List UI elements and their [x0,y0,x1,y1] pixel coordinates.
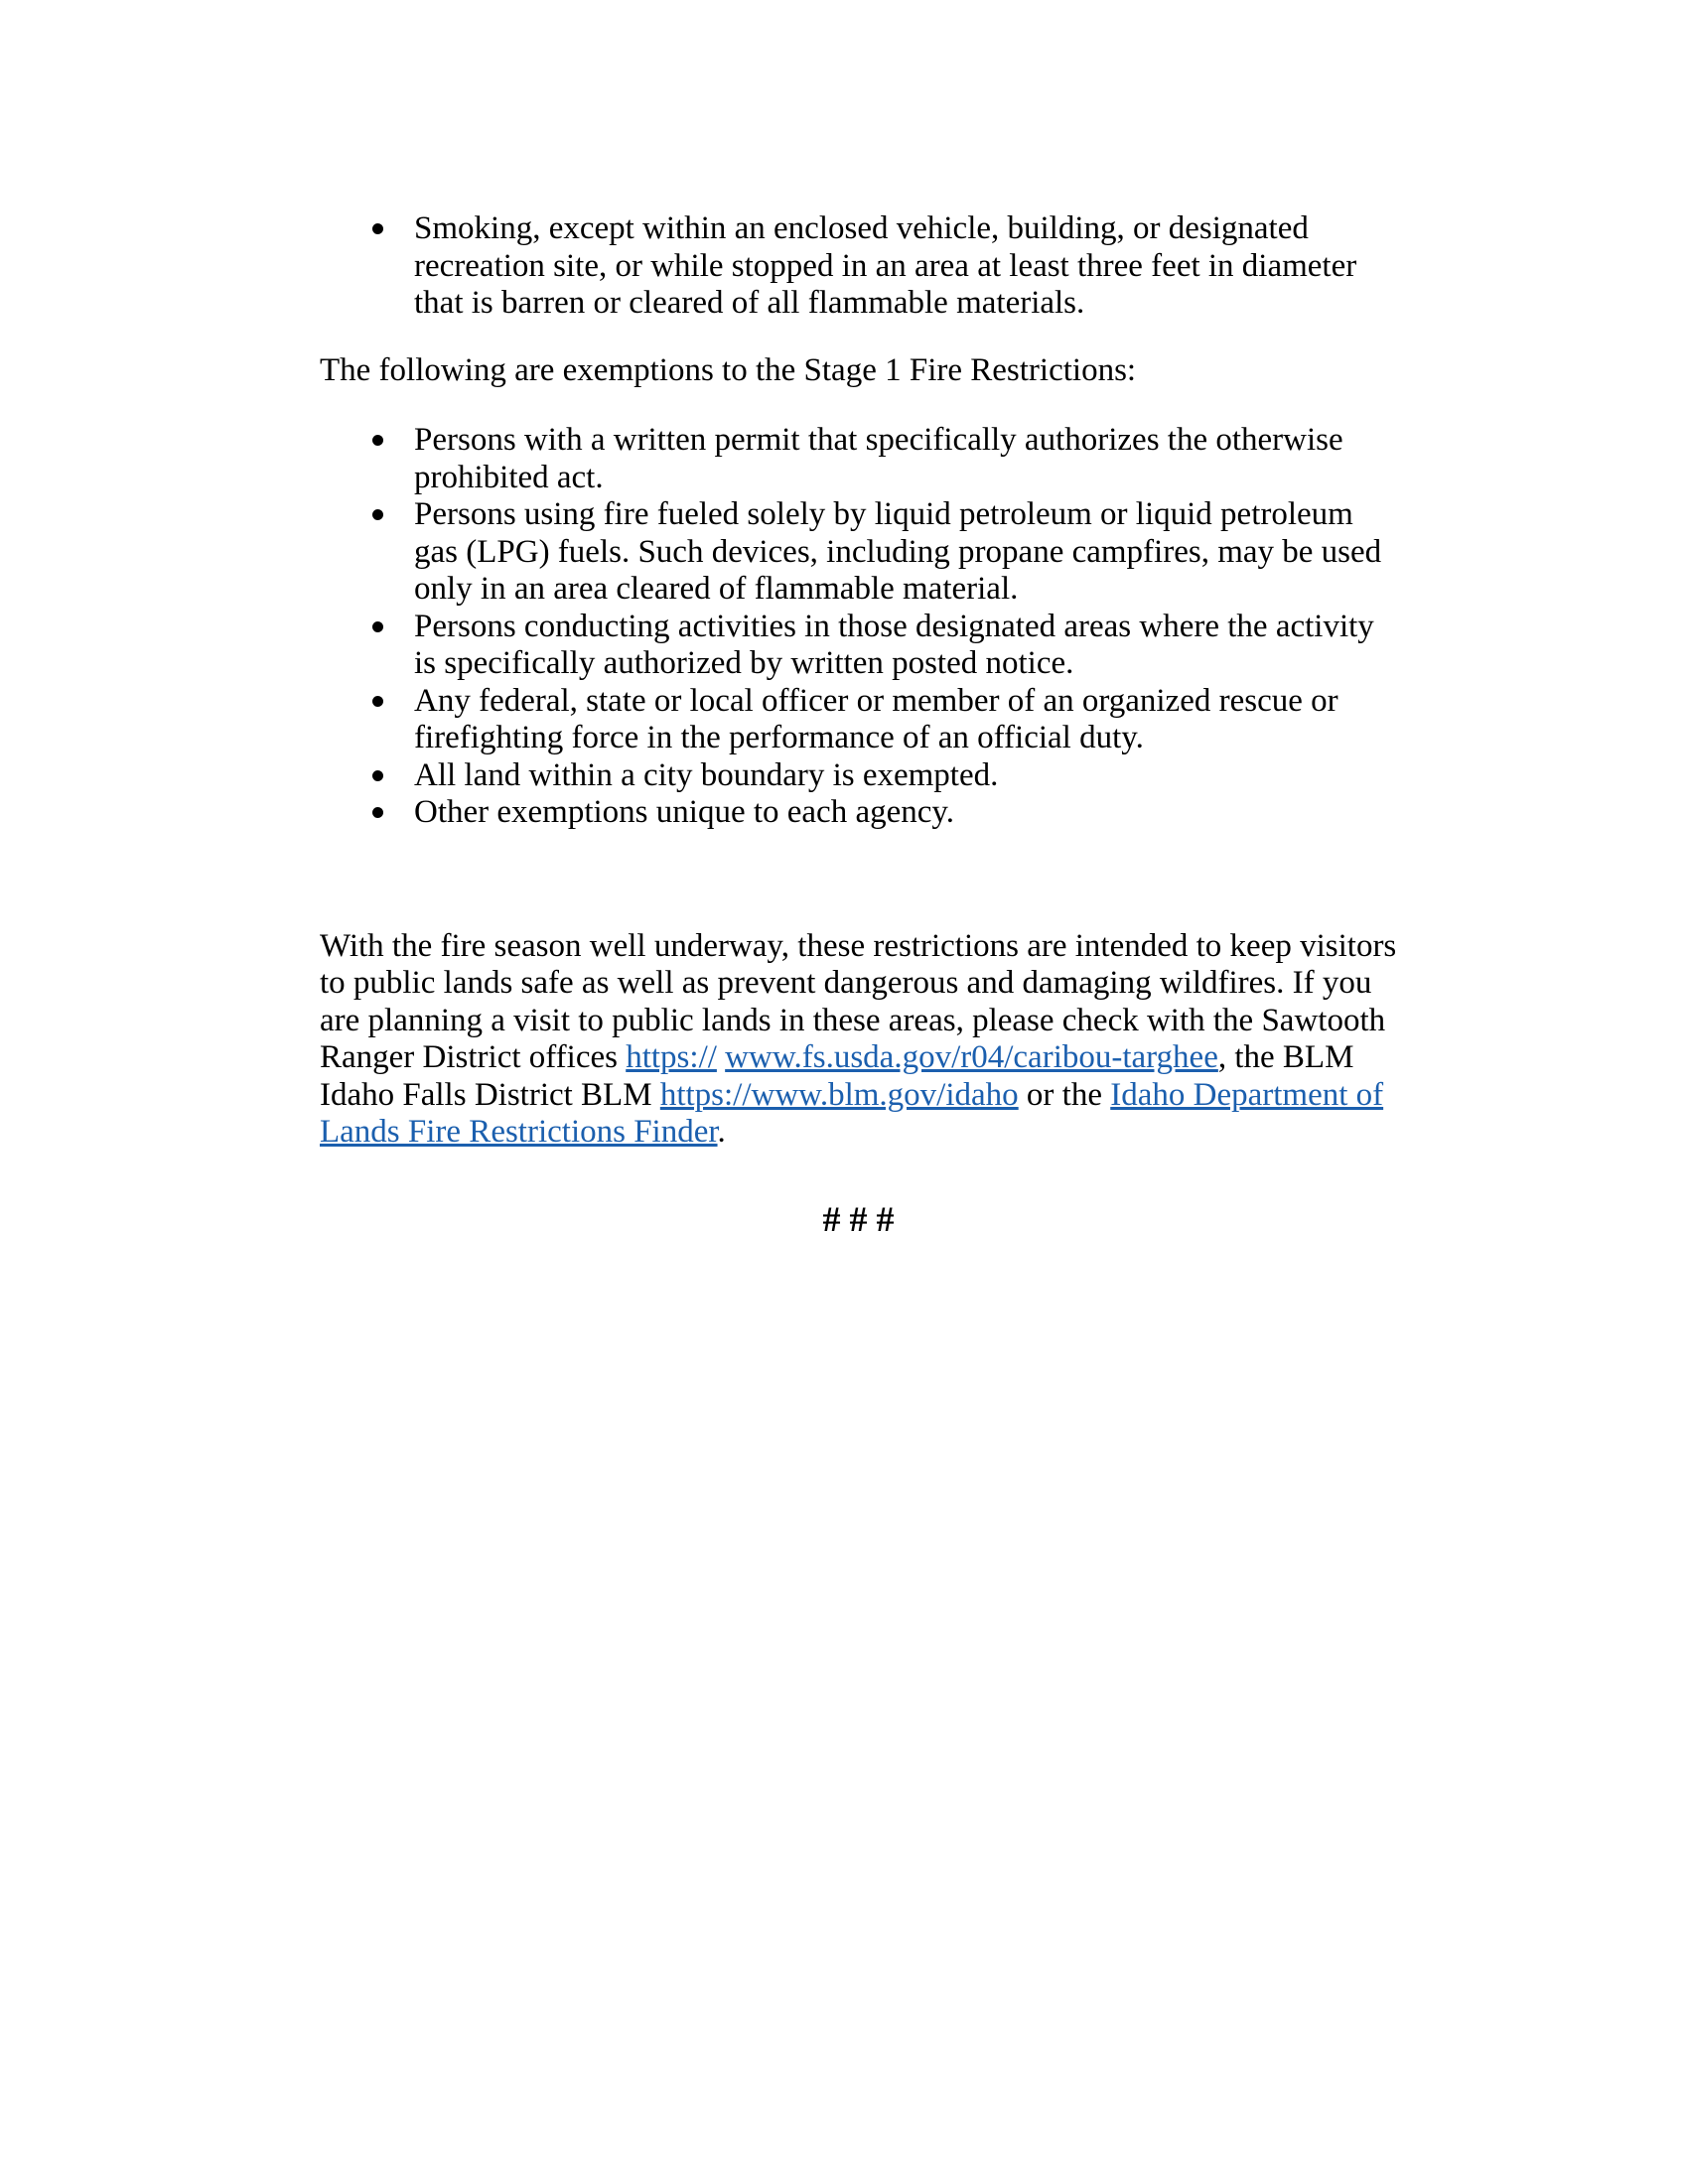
paragraph-text: or the [1018,1076,1111,1113]
list-item [320,210,1397,323]
page-content [320,0,1397,1238]
bullet-icon [372,770,383,781]
list-item-text: Other exemptions unique to each agency. [414,794,955,830]
bullet-icon [372,807,383,818]
hyperlink[interactable]: Idaho Department of Lands Fire Restrictions Finder [320,1076,1384,1150]
list-item [320,683,1397,757]
hyperlink[interactable]: https://www.blm.gov/idaho [659,1076,1019,1113]
closing-paragraph [320,928,1397,1152]
bullet-icon [372,435,383,446]
smoking-restriction-list [320,210,1397,323]
paragraph-text: , the BLM Idaho Falls District BLM [320,1039,1354,1113]
list-item-text: Persons using fire fueled solely by liquid petroleum or liquid petroleum gas (LPG) fuels. Such devices, including propane campfires, may be used only in an area cleared of flammable material. [414,496,1382,607]
bullet-icon [372,223,383,234]
end-marker: # # # [822,1198,895,1239]
list-item [320,794,1397,832]
paragraph-text: With the fire season well underway, these restrictions are intended to keep visitors to public lands safe as well as prevent dangerous and damaging wildfires. If you are planning a visit to public lands in these areas, please check with the Sawtooth Ranger District offices [320,927,1397,1075]
bullet-icon [372,696,383,707]
hyperlink[interactable]: www.fs.usda.gov/r04/caribou-targhee [725,1039,1218,1075]
list-item-text: Smoking, except within an enclosed vehicle, building, or designated recreation site, or while stopped in an area at least three feet in diameter that is barren or cleared of all flammable materials. [414,210,1357,321]
list-item-text: All land within a city boundary is exempted. [414,756,999,793]
exemptions-list [320,422,1397,832]
list-item [320,609,1397,683]
list-item-text: Any federal, state or local officer or member of an organized rescue or firefighting force in the performance of an official duty. [414,682,1338,755]
exemptions-heading: The following are exemptions to the Stage 1 Fire Restrictions: [320,351,1137,388]
hyperlink[interactable]: https:// [626,1039,717,1075]
paragraph-text [717,1039,725,1075]
list-item-text: Persons with a written permit that specifically authorizes the otherwise prohibited act. [414,422,1343,495]
paragraph-text: . [717,1114,726,1150]
list-item-text: Persons conducting activities in those designated areas where the activity is specifically authorized by written posted notice. [414,608,1374,681]
list-item [320,496,1397,609]
bullet-icon [372,621,383,632]
bullet-icon [372,509,383,520]
list-item [320,422,1397,496]
list-item [320,757,1397,795]
